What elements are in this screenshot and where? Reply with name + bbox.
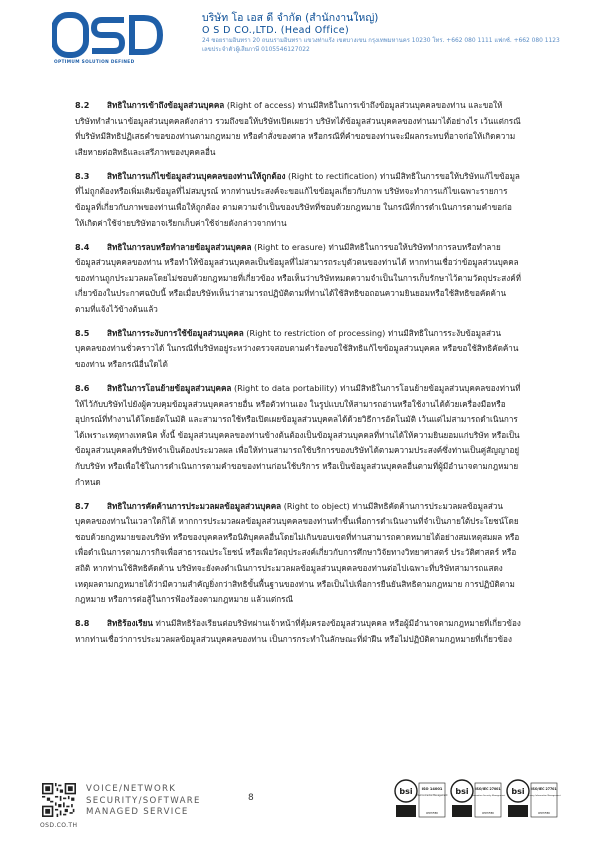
clause-title: สิทธิในการระงับการใช้ข้อมูลส่วนบุคคล bbox=[107, 327, 244, 338]
cert-code: ISO/IEC 27001 bbox=[475, 787, 501, 791]
page-number: 8 bbox=[248, 793, 254, 803]
bsi-iso-27701-badge bbox=[507, 780, 561, 817]
cert-label: Privacy Information Management bbox=[527, 795, 561, 797]
company-info bbox=[202, 12, 592, 55]
clause-number: 8.4 bbox=[75, 241, 90, 252]
qr-code-icon bbox=[42, 783, 76, 817]
page-footer bbox=[0, 775, 595, 841]
clause-number: 8.7 bbox=[75, 500, 90, 511]
cert-status: CERTIFIED bbox=[537, 812, 551, 815]
clause-number: 8.6 bbox=[75, 383, 90, 394]
services-list bbox=[86, 784, 201, 819]
page-header bbox=[0, 0, 595, 78]
osd-logo bbox=[52, 12, 164, 70]
service-item: MANAGED SERVICE bbox=[86, 807, 189, 817]
clause-body: ท่านมีสิทธิร้องเรียนต่อบริษัทผ่านเจ้าหน้าที่คุ้มครองข้อมูลส่วนบุคคล หรือผู้มีอำนาจตามกฎหมายที่เกี่ยวข้อง หากท่านเชื่อว่าการประมวลผลข้อมูลส่วนบุคคลของท่าน เป็นการกระทำในลักษณะที่ฝ่าฝืน หรือไม่ปฏิบัติตามกฎหมายที่เกี่ยวข้อง bbox=[75, 618, 521, 644]
clause-number: 8.2 bbox=[75, 100, 90, 110]
company-tax-id: เลขประจำตัวผู้เสียภาษี 0105546127022 bbox=[202, 47, 310, 53]
certification-badges bbox=[392, 775, 562, 833]
clause-title: สิทธิในการลบหรือทำลายข้อมูลส่วนบุคคล bbox=[107, 241, 252, 252]
company-address: 24 ซอยรามอินทรา 20 ถนนรามอินทรา แขวงท่าแร้ง เขตบางเขน กรุงเทพมหานคร 10230 โทร. +662 080 1111 แฟกซ์. +662 080 1123 bbox=[202, 38, 560, 44]
logo-tagline: OPTIMUM SOLUTION DEFINED bbox=[54, 60, 135, 65]
clause-8-2 bbox=[75, 98, 521, 160]
clause-title: สิทธิในการโอนย้ายข้อมูลส่วนบุคคล bbox=[107, 383, 232, 394]
clause-title: สิทธิในการคัดค้านการประมวลผลข้อมูลส่วนบุคคล bbox=[107, 500, 282, 511]
clause-8-8 bbox=[75, 616, 521, 647]
cert-mark: bsi bbox=[455, 787, 469, 796]
clause-body: (Right to restriction of processing) ท่านมีสิทธิในการระงับข้อมูลส่วนบุคคลของท่านชั่วคราวได้ ในกรณีที่บริษัทอยู่ระหว่างตรวจสอบตามคำร้องขอใช้สิทธิแก้ไขข้อมูลส่วนบุคคล หรือขอใช้สิทธิคัดค้านของท่าน หรือกรณีอื่นใดได้ bbox=[75, 327, 519, 370]
clause-8-3 bbox=[75, 169, 521, 231]
cert-code: ISO 14001 bbox=[421, 787, 443, 791]
clause-number: 8.5 bbox=[75, 327, 90, 338]
cert-label: Information Security Management bbox=[470, 795, 506, 797]
company-name-th: บริษัท โอ เอส ดี จำกัด (สำนักงานใหญ่) bbox=[202, 12, 379, 24]
clause-8-7 bbox=[75, 499, 521, 608]
company-name-en: O S D CO.,LTD. (Head Office) bbox=[202, 25, 350, 36]
clause-8-4 bbox=[75, 240, 521, 318]
cert-label: Environmental Management bbox=[416, 794, 448, 797]
cert-code: ISO/IEC 27701 bbox=[531, 787, 557, 791]
cert-status: CERTIFIED bbox=[481, 812, 495, 815]
website-label: OSD.CO.TH bbox=[40, 822, 78, 829]
service-item: VOICE/NETWORK bbox=[86, 784, 177, 794]
clause-body: (Right to rectification) ท่านมีสิทธิในการขอให้บริษัทแก้ไขข้อมูลที่ไม่ถูกต้องหรือเพิ่มเติมข้อมูลที่ไม่สมบูรณ์ หากท่านประสงค์จะขอแก้ไขข้อมูลเกี่ยวกับภาพ บริษัทจะทำการแก้ไขเฉพาะรายการข้อมูลที่เกี่ยวกับภาพของท่านเพื่อให้ถูกต้อง ตามความจำเป็นของบริษัทที่ชอบด้วยกฎหมาย ในกรณีที่การดำเนินการตามคำขอก่อให้เกิดค่าใช้จ่ายบริษัทอาจเรียกเก็บค่าใช้จ่ายดังกล่าวจากท่าน bbox=[75, 170, 520, 228]
document-body bbox=[75, 98, 521, 656]
clause-8-5 bbox=[75, 326, 521, 373]
clause-body: (Right to object) ท่านมีสิทธิคัดค้านการประมวลผลข้อมูลส่วนบุคคลของท่านในเวลาใดก็ได้ หากการประมวลผลข้อมูลส่วนบุคคลของท่านทำขึ้นเพื่อการดำเนินงานที่จำเป็นภายใต้ประโยชน์โดยชอบด้วยกฎหมายของบริษัท หรือของบุคคลหรือนิติบุคคลอื่นโดยไม่เกินขอบเขตที่ท่านสามารถคาดหมายได้อย่างสมเหตุสมผล หรือเพื่อดำเนินการตามภารกิจเพื่อสาธารณประโยชน์ หรือเพื่อวัตถุประสงค์เกี่ยวกับการศึกษาวิจัยทางวิทยาศาสตร์ ประวัติศาสตร์ หรือสถิติ หากท่านใช้สิทธิคัดค้าน บริษัทจะยังคงดำเนินการประมวลผลข้อมูลส่วนบุคคลของท่านต่อไปเฉพาะที่บริษัทสามารถแสดงเหตุผลตามกฎหมายได้ว่ามีความสำคัญยิ่งกว่าสิทธิขั้นพื้นฐานของท่าน หรือเป็นไปเพื่อการยืนยันสิทธิตามกฎหมาย การปฏิบัติตามกฎหมาย หรือการต่อสู้ในการฟ้องร้องตามกฎหมาย แล้วแต่กรณี bbox=[75, 500, 520, 605]
cert-status: CERTIFIED bbox=[425, 812, 439, 815]
cert-mark: bsi bbox=[399, 787, 413, 796]
service-item: SECURITY/SOFTWARE bbox=[86, 795, 201, 806]
clause-body: (Right to erasure) ท่านมีสิทธิในการขอให้บริษัททำการลบหรือทำลายข้อมูลส่วนบุคคลของท่าน หรือทำให้ข้อมูลส่วนบุคคลเป็นข้อมูลที่ไม่สามารถระบุตัวตนของท่านได้ หากท่านเชื่อว่าข้อมูลส่วนบุคคลของท่านถูกประมวลผลโดยไม่ชอบด้วยกฎหมายที่เกี่ยวข้อง หรือเห็นว่าบริษัทหมดความจำเป็นในการเก็บรักษาไว้ตามวัตถุประสงค์ที่เกี่ยวข้องในประกาศฉบับนี้ หรือเมื่อบริษัทเห็นว่าสามารถปฏิบัติตามที่ท่านได้ใช้สิทธิขอถอนความยินยอมหรือใช้สิทธิขอคัดค้านตามที่แจ้งไว้ข้างต้นแล้ว bbox=[75, 241, 521, 314]
clause-body: (Right of access) ท่านมีสิทธิในการเข้าถึงข้อมูลส่วนบุคคลของท่าน และขอให้บริษัททำสำเนาข้อมูลส่วนบุคคลดังกล่าว รวมถึงขอให้บริษัทเปิดเผยว่า บริษัทได้ข้อมูลส่วนบุคคลของท่านมาได้อย่างไร เว้นแต่กรณีที่บริษัทมีสิทธิปฏิเสธคำขอของท่านตามกฎหมาย หรือคำสั่งของศาล หรือกรณีที่คำขอของท่านจะมีผลกระทบที่อาจก่อให้เกิดความเสียหายต่อสิทธิและเสรีภาพของบุคคลอื่น bbox=[75, 100, 521, 157]
bsi-iso-14001-badge bbox=[395, 780, 448, 817]
clause-8-6 bbox=[75, 381, 521, 490]
clause-title: สิทธิในการแก้ไขข้อมูลส่วนบุคคลของท่านให้ถูกต้อง bbox=[107, 170, 286, 181]
clause-title: สิทธิในการเข้าถึงข้อมูลส่วนบุคคล bbox=[107, 100, 225, 110]
clause-body: (Right to data portability) ท่านมีสิทธิในการโอนย้ายข้อมูลส่วนบุคคลของท่านที่ให้ไว้กับบริษัทไปยังผู้ควบคุมข้อมูลส่วนบุคคลรายอื่น หรือตัวท่านเอง ในรูปแบบให้สามารถอ่านหรือใช้งานได้ด้วยเครื่องมือหรืออุปกรณ์ที่ทำงานได้โดยอัตโนมัติ และสามารถใช้หรือเปิดเผยข้อมูลส่วนบุคคลได้ด้วยวิธีการอัตโนมัติ เว้นแต่ไม่สามารถดำเนินการได้เพราะเหตุทางเทคนิค ทั้งนี้ ข้อมูลส่วนบุคคลของท่านข้างต้นต้องเป็นข้อมูลส่วนบุคคลที่ท่านได้ให้ความยินยอมแก่บริษัท หรือเป็นข้อมูลส่วนบุคคลที่บริษัทจำเป็นต้องประมวลผล เพื่อให้ท่านสามารถใช้บริการของบริษัทได้ตามความประสงค์ซึ่งท่านเป็นคู่สัญญาอยู่กับบริษัท หรือเพื่อใช้ในการดำเนินการตามคำขอของท่านก่อนใช้บริการ หรือเป็นข้อมูลส่วนบุคคลอื่นตามที่ผู้มีอำนาจตามกฎหมายกำหนด bbox=[75, 383, 521, 487]
osd-logo-mark bbox=[52, 12, 164, 58]
clause-title: สิทธิร้องเรียน bbox=[107, 618, 153, 629]
clause-number: 8.8 bbox=[75, 618, 90, 629]
cert-mark: bsi bbox=[511, 787, 525, 796]
clause-number: 8.3 bbox=[75, 170, 90, 181]
bsi-iso-27001-badge bbox=[451, 780, 505, 817]
